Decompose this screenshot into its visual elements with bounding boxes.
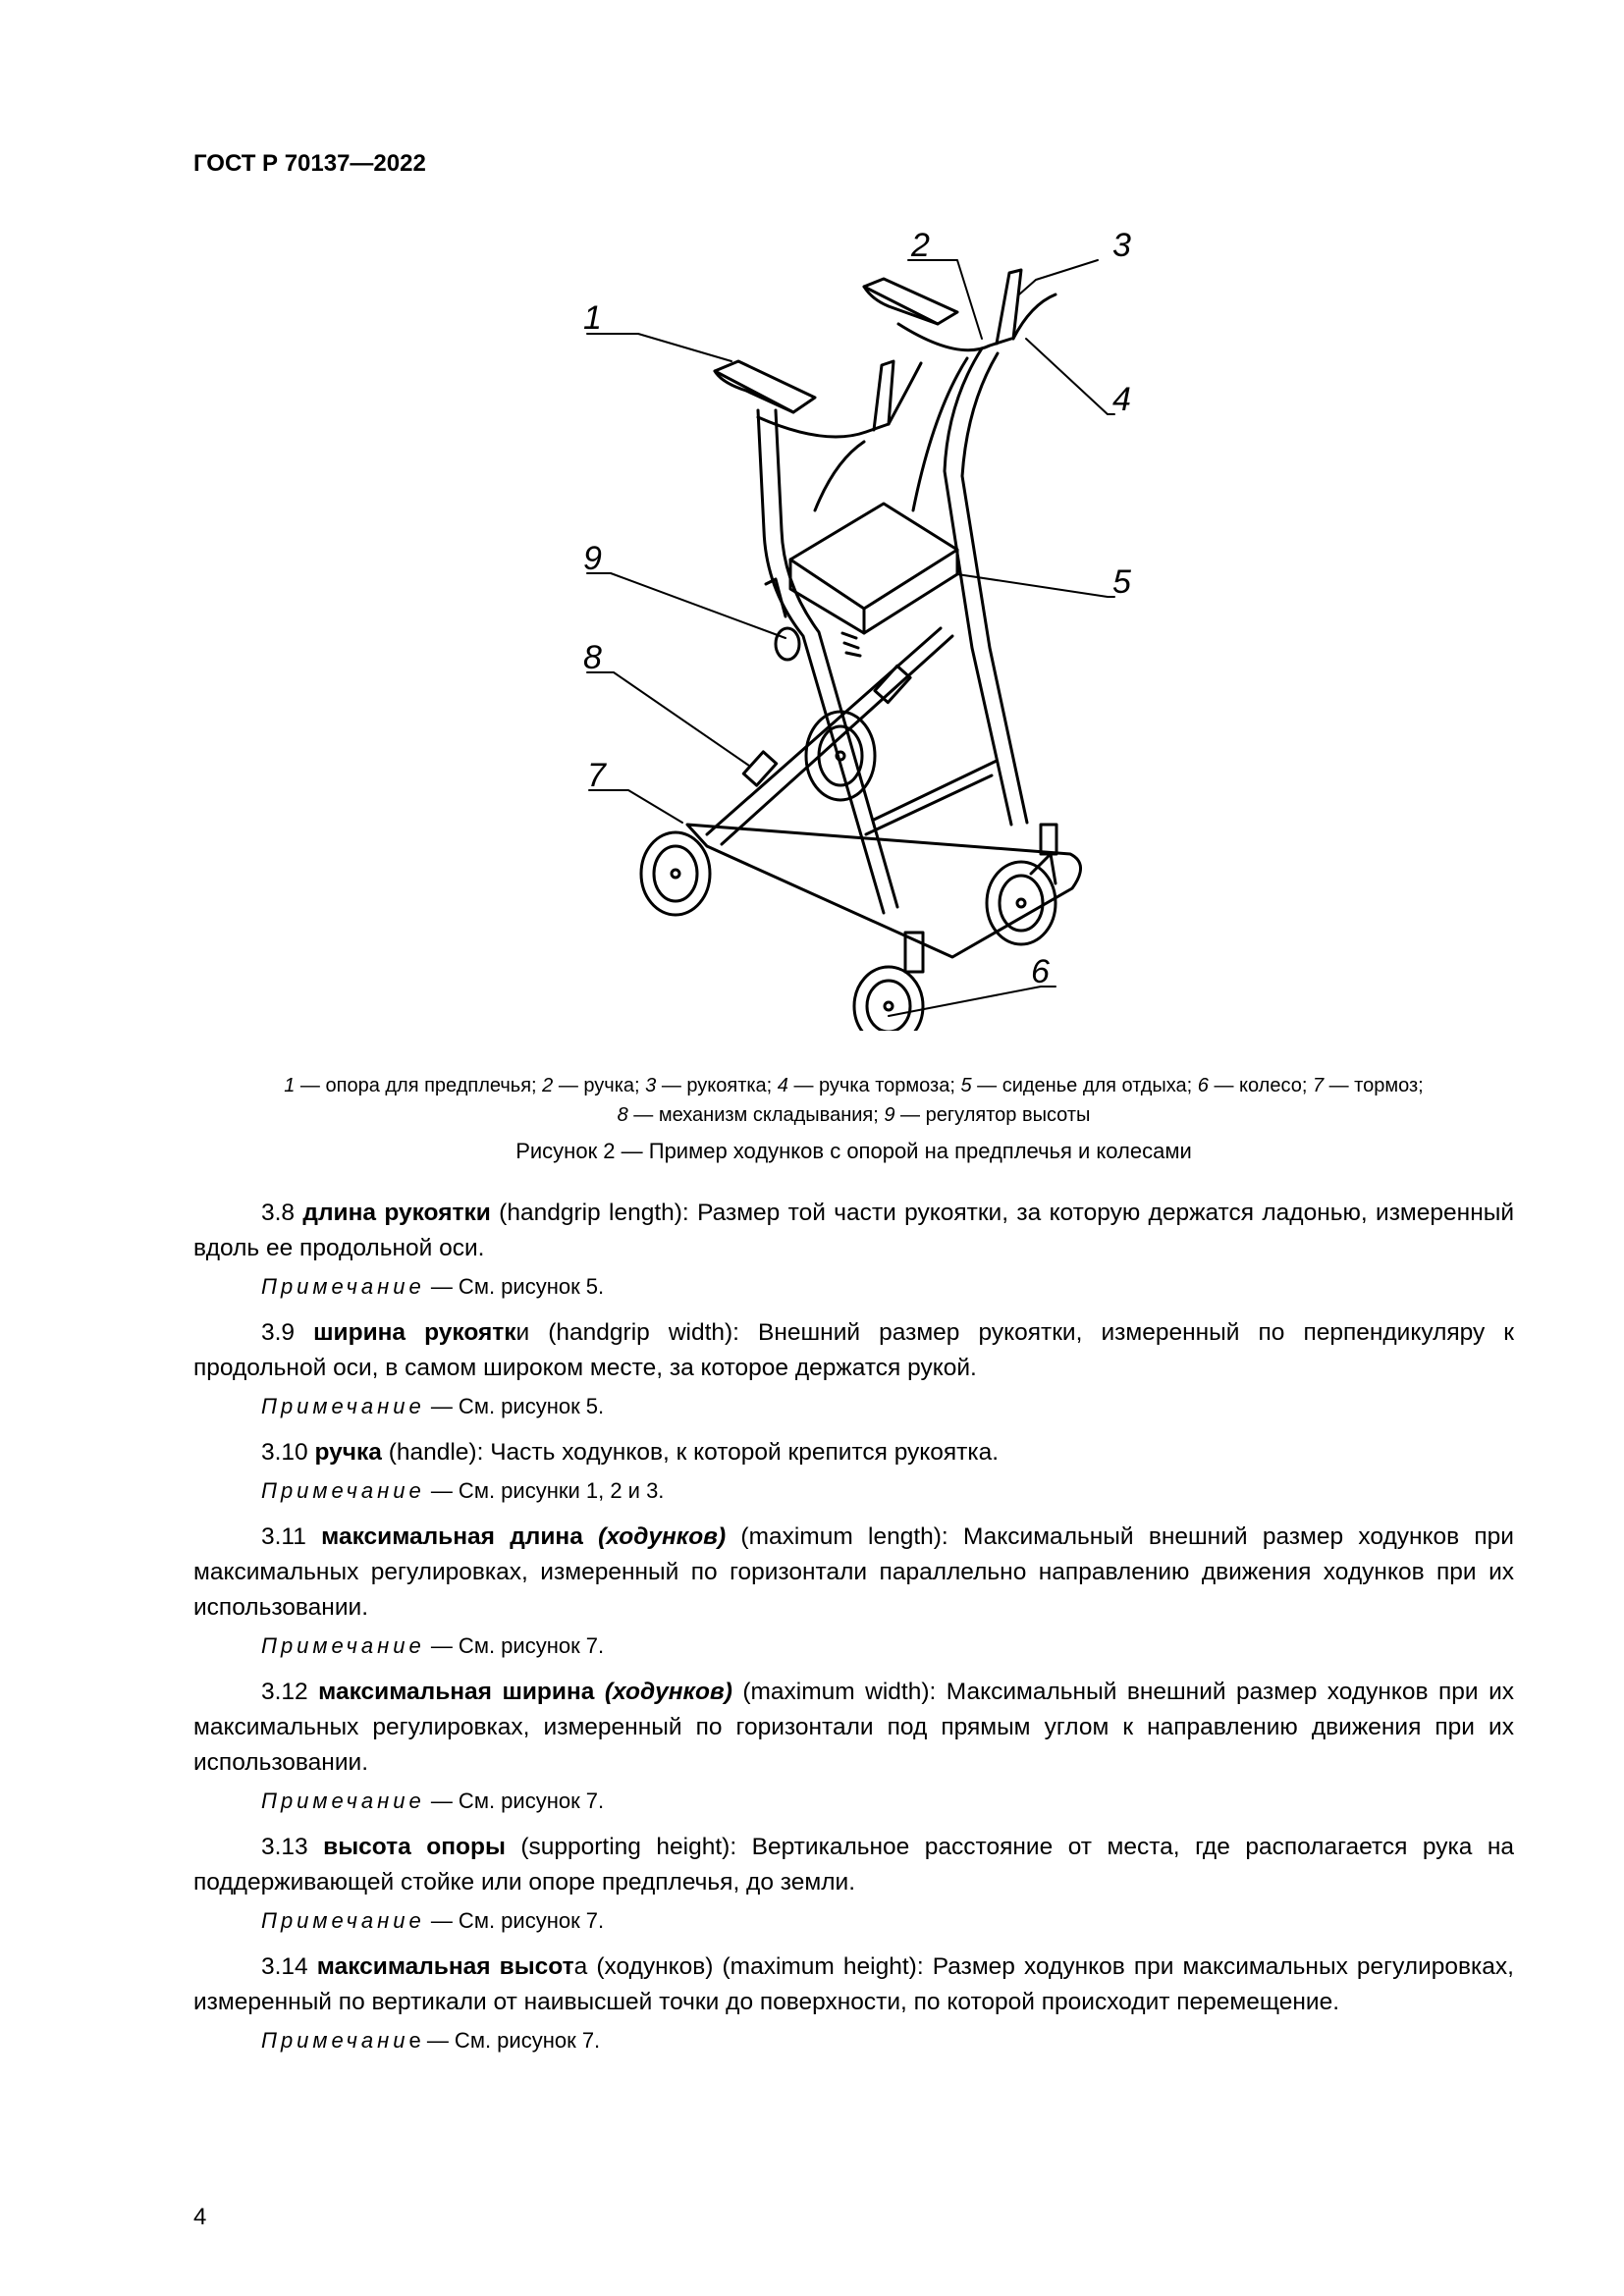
- term-3-9: [193, 1315, 1514, 1421]
- term-3-14: [193, 1949, 1514, 2056]
- legend-line-2: [193, 1100, 1514, 1130]
- figure-label-1: 1: [583, 299, 602, 337]
- term-title: высота опоры: [323, 1834, 506, 1860]
- legend-line-1: [193, 1071, 1514, 1100]
- figure-label-4: 4: [1112, 381, 1131, 418]
- legend-text: — механизм складывания;: [627, 1104, 885, 1126]
- figure-label-6: 6: [1031, 953, 1050, 990]
- legend-text: — регулятор высоты: [894, 1104, 1091, 1126]
- term-title: максимальная высот: [316, 1953, 574, 1980]
- legend-number: 6: [1197, 1075, 1209, 1096]
- legend-text: — рукоятка;: [656, 1075, 778, 1096]
- figure-label-9: 9: [583, 540, 602, 577]
- term-note: Примечание — См. рисунок 7.: [261, 2028, 601, 2053]
- legend-number: 3: [645, 1075, 657, 1096]
- term-3-10: [193, 1435, 1514, 1506]
- term-note: Примечание — См. рисунок 5.: [261, 1394, 605, 1418]
- legend-number: 2: [542, 1075, 554, 1096]
- term-title: максимальная длина: [321, 1523, 599, 1550]
- legend-number: 7: [1312, 1075, 1325, 1096]
- figure-label-8: 8: [583, 639, 602, 676]
- term-text: и (handgrip width): Внешний размер рукоятки, измеренный по перпендикуляру к продольной оси, в самом широком месте, за которое держатся рукой.: [193, 1319, 1514, 1381]
- term-definition: 3.9 ширина рукоятки (handgrip width): Внешний размер рукоятки, измеренный по перпендикуляру к продольной оси, в самом широком месте, за которое держатся рукой.: [193, 1319, 1514, 1381]
- term-definition: 3.13 высота опоры (supporting height): Вертикальное расстояние от места, где располагается рука на поддерживающей стойке или опоре предплечья, до земли.: [193, 1834, 1515, 1896]
- term-note: Примечание — См. рисунки 1, 2 и 3.: [261, 1478, 665, 1503]
- term-text: а (ходунков) (maximum height): Размер ходунков при максимальных регулировках, измеренный по вертикали от наивысшей точки до поверхности, по которой происходит перемещение.: [193, 1953, 1514, 2015]
- legend-text: — сиденье для отдыха;: [971, 1075, 1198, 1096]
- term-text: (handgrip length): Размер той части рукоятки, за которую держатся ладонью, измеренный вдоль ее продольной оси.: [193, 1200, 1515, 1261]
- legend-text: — колесо;: [1208, 1075, 1313, 1096]
- term-title: длина рукоятки: [302, 1200, 491, 1226]
- figure-caption: Рисунок 2 — Пример ходунков с опорой на предплечья и колесами: [515, 1139, 1192, 1163]
- legend-number: 9: [884, 1104, 895, 1126]
- figure-label-5: 5: [1112, 563, 1131, 601]
- term-definition: 3.14 максимальная высота (ходунков) (maximum height): Размер ходунков при максимальных регулировках, измеренный по вертикали от наивысшей точки до поверхности, по которой происходит перемещение.: [193, 1953, 1514, 2015]
- legend-text: — тормоз;: [1324, 1075, 1424, 1096]
- term-note: Примечание — См. рисунок 7.: [261, 1908, 605, 1933]
- term-note: Примечание — См. рисунок 5.: [261, 1274, 605, 1299]
- figure-legend: [193, 1071, 1514, 1130]
- term-title: ширина рукоятк: [313, 1319, 516, 1346]
- term-title: максимальная ширина: [318, 1679, 605, 1705]
- legend-number: 1: [284, 1075, 296, 1096]
- legend-number: 8: [617, 1104, 628, 1126]
- term-note: Примечание — См. рисунок 7.: [261, 1633, 605, 1658]
- term-text: (maximum width): Максимальный внешний размер ходунков при их максимальных регулировках, измеренный по горизонтали под прямым углом к направлению движения при их использовании.: [193, 1679, 1515, 1776]
- term-3-11: [193, 1520, 1514, 1661]
- term-definition: 3.8 длина рукоятки (handgrip length): Размер той части рукоятки, за которую держатся ладонью, измеренный вдоль ее продольной оси.: [193, 1200, 1515, 1261]
- term-title: ручка: [314, 1439, 382, 1466]
- figure-label-7: 7: [587, 757, 606, 794]
- term-qualifier: (ходунков): [604, 1679, 732, 1705]
- term-definition: 3.10 ручка (handle): Часть ходунков, к которой крепится рукоятка.: [261, 1439, 1000, 1466]
- term-definition: 3.11 максимальная длина (ходунков) (maximum length): Максимальный внешний размер ходунков при максимальных регулировках, измеренный по горизонтали параллельно направлению движения ходунков при их использовании.: [193, 1523, 1514, 1621]
- term-3-8: [193, 1196, 1514, 1302]
- term-text: (supporting height): Вертикальное расстояние от места, где располагается рука на поддерживающей стойке или опоре предплечья, до земли.: [193, 1834, 1515, 1896]
- term-3-12: [193, 1675, 1514, 1816]
- walker-figure: [550, 216, 1139, 1031]
- term-text: (maximum length): Максимальный внешний размер ходунков при максимальных регулировках, измеренный по горизонтали параллельно направлению движения ходунков при их использовании.: [193, 1523, 1514, 1621]
- legend-text: — ручка;: [553, 1075, 646, 1096]
- legend-number: 5: [960, 1075, 972, 1096]
- term-definition: 3.12 максимальная ширина (ходунков) (maximum width): Максимальный внешний размер ходунков при их максимальных регулировках, измеренный по горизонтали под прямым углом к направлению движения при их использовании.: [193, 1679, 1515, 1776]
- term-3-13: [193, 1830, 1514, 1936]
- legend-text: — опора для предплечья;: [295, 1075, 543, 1096]
- figure-label-3: 3: [1112, 227, 1131, 264]
- legend-number: 4: [777, 1075, 788, 1096]
- term-qualifier: (ходунков): [598, 1523, 727, 1550]
- terms-section: [193, 1196, 1514, 2069]
- figure-label-2: 2: [911, 227, 930, 264]
- legend-text: — ручка тормоза;: [787, 1075, 961, 1096]
- term-text: (handle): Часть ходунков, к которой крепится рукоятка.: [381, 1439, 1000, 1466]
- document-header: ГОСТ Р 70137—2022: [193, 150, 426, 177]
- term-note: Примечание — См. рисунок 7.: [261, 1789, 605, 1813]
- page-number: 4: [193, 2204, 207, 2230]
